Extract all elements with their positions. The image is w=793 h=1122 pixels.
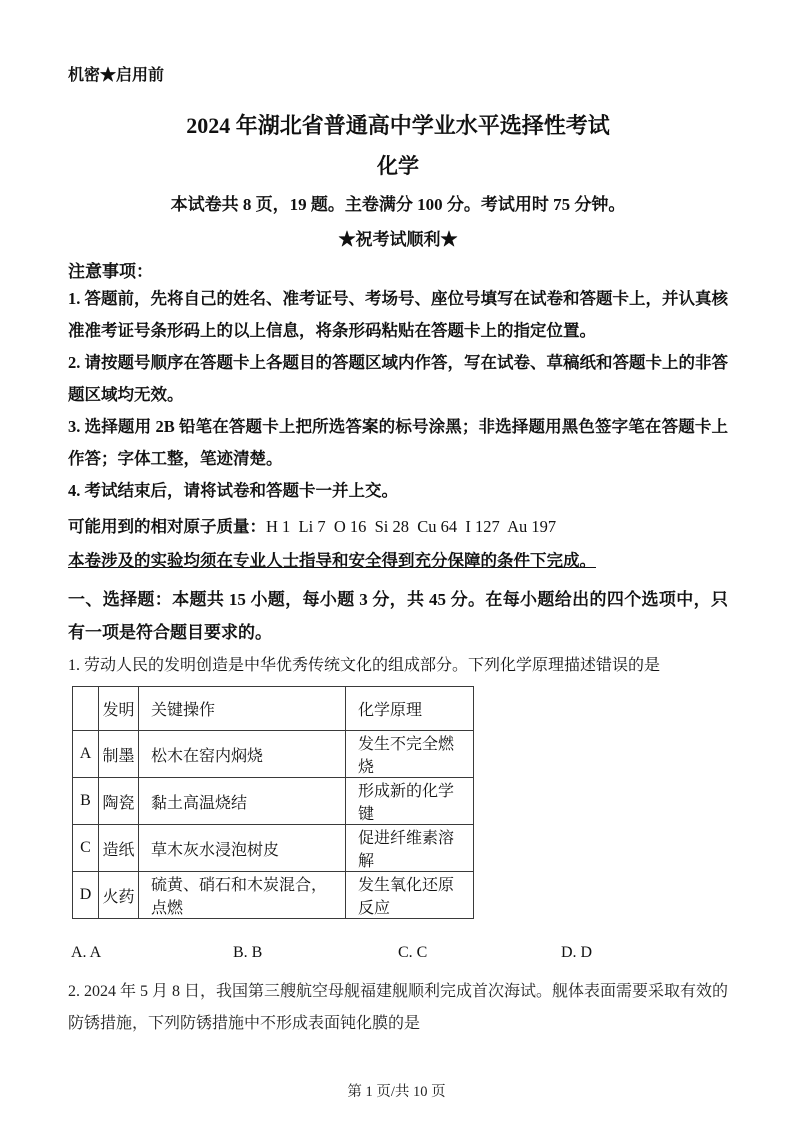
notes-heading: 注意事项： xyxy=(68,262,153,281)
exam-info-line: 本试卷共 8 页，19 题。主卷满分 100 分。考试用时 75 分钟。 xyxy=(170,195,626,214)
section1-heading: 一、选择题：本题共 15 小题，每小题 3 分，共 45 分。在每小题给出的四个选项中，只有一项是符合题目要求的。 xyxy=(68,590,728,642)
confidential-label: 机密★启用前 xyxy=(68,67,165,84)
table-header-cell-invention: 发明 xyxy=(99,687,139,731)
table-row-c xyxy=(73,825,474,872)
table-cell-operation: 黏土高温烧结 xyxy=(139,778,346,825)
note-item-1: 1. 答题前，先将自己的姓名、准考证号、考场号、座位号填写在试卷和答题卡上，并认真核准准考证号条形码上的以上信息，将条形码粘贴在答题卡上的指定位置。 xyxy=(68,289,728,340)
table-cell-invention: 制墨 xyxy=(99,731,139,778)
subject-title: 化学 xyxy=(377,154,419,178)
question1-options xyxy=(68,944,728,966)
exam-wish-line: ★祝考试顺利★ xyxy=(338,230,458,249)
table-header-row xyxy=(73,687,474,731)
table-cell-operation: 松木在窑内焖烧 xyxy=(139,731,346,778)
question1-stem: 1. 劳动人民的发明创造是中华优秀传统文化的组成部分。下列化学原理描述错误的是 xyxy=(68,657,661,674)
atomic-mass-label: 可能用到的相对原子质量： xyxy=(68,517,266,536)
table-cell-invention: 造纸 xyxy=(99,825,139,872)
option-c: C. C xyxy=(398,944,428,961)
page-number-indicator: 第 1 页/共 10 页 xyxy=(347,1084,446,1100)
question1-table xyxy=(72,686,474,919)
table-cell-principle: 促进纤维素溶解 xyxy=(346,825,474,872)
table-cell-principle: 发生不完全燃烧 xyxy=(346,731,474,778)
note-item-2: 2. 请按题号顺序在答题卡上各题目的答题区域内作答，写在试卷、草稿纸和答题卡上的非答题区域均无效。 xyxy=(68,353,728,404)
table-cell-letter: A xyxy=(73,731,99,778)
exam-title: 2024 年湖北省普通高中学业水平选择性考试 xyxy=(186,113,610,138)
table-header-cell-blank xyxy=(73,687,99,731)
table-row-b xyxy=(73,778,474,825)
table-cell-letter: D xyxy=(73,872,99,919)
note-item-3: 3. 选择题用 2B 铅笔在答题卡上把所选答案的标号涂黑；非选择题用黑色签字笔在答题卡上作答；字体工整，笔迹清楚。 xyxy=(68,417,728,468)
table-cell-principle: 发生氧化还原反应 xyxy=(346,872,474,919)
table-cell-letter: B xyxy=(73,778,99,825)
option-a: A. A xyxy=(71,944,102,961)
table-header-cell-principle: 化学原理 xyxy=(346,687,474,731)
safety-note: 本卷涉及的实验均须在专业人士指导和安全得到充分保障的条件下完成。 xyxy=(68,551,596,570)
atomic-mass-line xyxy=(68,511,728,543)
option-d: D. D xyxy=(561,944,593,961)
table-cell-invention: 陶瓷 xyxy=(99,778,139,825)
atomic-mass-values: H 1 Li 7 O 16 Si 28 Cu 64 I 127 Au 197 xyxy=(266,517,557,536)
table-row-d xyxy=(73,872,474,919)
table-header-cell-operation: 关键操作 xyxy=(139,687,346,731)
table-cell-letter: C xyxy=(73,825,99,872)
note-item-4: 4. 考试结束后，请将试卷和答题卡一并上交。 xyxy=(68,481,398,500)
table-cell-invention: 火药 xyxy=(99,872,139,919)
option-b: B. B xyxy=(233,944,263,961)
table-cell-operation: 硫黄、硝石和木炭混合，点燃 xyxy=(139,872,346,919)
table-row-a xyxy=(73,731,474,778)
table-cell-principle: 形成新的化学键 xyxy=(346,778,474,825)
question2-stem: 2. 2024 年 5 月 8 日，我国第三艘航空母舰福建舰顺利完成首次海试。舰体表面需要采取有效的防锈措施，下列防锈措施中不形成表面钝化膜的是 xyxy=(68,983,729,1032)
table-cell-operation: 草木灰水浸泡树皮 xyxy=(139,825,346,872)
